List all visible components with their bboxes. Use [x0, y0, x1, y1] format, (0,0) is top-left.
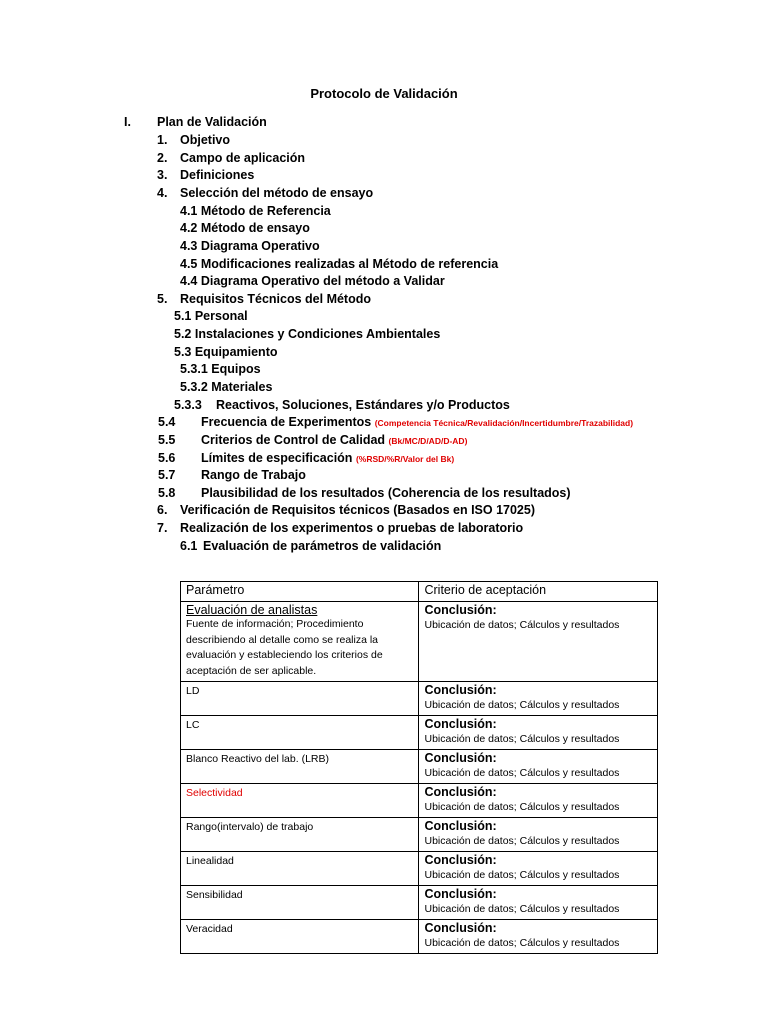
parameter-cell	[181, 852, 419, 886]
outline-text: Realización de los experimentos o pruebas de laboratorio	[180, 521, 524, 535]
outline-number: 5.5	[158, 433, 176, 447]
location-text: Ubicación de datos; Cálculos y resultados	[424, 937, 620, 949]
outline-text: Campo de aplicación	[180, 151, 306, 165]
outline-text: Verificación de Requisitos técnicos (Basados en ISO 17025)	[180, 503, 535, 517]
outline-number: 6.1	[180, 539, 198, 553]
table-row	[181, 852, 658, 886]
table-row	[181, 750, 658, 784]
table-header-row	[181, 582, 658, 602]
criterion-cell	[419, 818, 658, 852]
parameter-name: LD	[186, 685, 200, 697]
table-row	[181, 920, 658, 954]
outline-text: Rango de Trabajo	[201, 468, 306, 482]
table-row	[181, 602, 658, 682]
outline-number: 5.3.3	[174, 398, 202, 412]
outline-item-5-6	[0, 450, 768, 466]
table-row	[181, 716, 658, 750]
parameter-cell	[181, 682, 419, 716]
criterion-cell	[419, 920, 658, 954]
outline-item-5-7	[0, 467, 768, 483]
outline-number: 1.	[157, 133, 168, 147]
conclusion-label: Conclusión:	[424, 603, 497, 617]
table-row	[181, 784, 658, 818]
table-row	[181, 886, 658, 920]
location-text: Ubicación de datos; Cálculos y resultados	[424, 699, 620, 711]
outline-text: Plausibilidad de los resultados (Coherencia de los resultados)	[201, 486, 571, 500]
outline-item-5-1: 5.1 Personal	[174, 309, 248, 323]
outline-text: Definiciones	[180, 168, 255, 182]
outline-item-6-1	[0, 538, 768, 554]
parameter-cell	[181, 750, 419, 784]
outline-text: Frecuencia de Experimentos	[201, 415, 372, 429]
parameter-name: Veracidad	[186, 923, 233, 935]
criterion-cell	[419, 852, 658, 886]
criterion-cell	[419, 716, 658, 750]
outline-text: Plan de Validación	[157, 115, 267, 129]
outline-item-6	[0, 502, 768, 518]
outline-item-4-3: 4.3 Diagrama Operativo	[180, 239, 320, 253]
location-text: Ubicación de datos; Cálculos y resultados	[424, 903, 620, 915]
outline-number: 5.6	[158, 451, 176, 465]
outline-item-5-4	[0, 414, 768, 430]
parameter-name: Linealidad	[186, 855, 234, 867]
outline-item-5-3: 5.3 Equipamiento	[174, 345, 278, 359]
criterion-cell	[419, 886, 658, 920]
column-header-criterion: Criterio de aceptación	[419, 582, 658, 602]
outline-item-3	[0, 167, 768, 183]
conclusion-label: Conclusión:	[424, 785, 497, 799]
outline-number: 4.	[157, 186, 168, 200]
location-text: Ubicación de datos; Cálculos y resultados	[424, 619, 620, 631]
criterion-cell	[419, 750, 658, 784]
validation-parameters-table	[180, 581, 658, 954]
outline-number: 7.	[157, 521, 168, 535]
outline-number: 2.	[157, 151, 168, 165]
conclusion-label: Conclusión:	[424, 853, 497, 867]
outline-number: 5.4	[158, 415, 176, 429]
conclusion-label: Conclusión:	[424, 819, 497, 833]
outline-item-2	[0, 150, 768, 166]
criterion-cell	[419, 682, 658, 716]
outline-item-4	[0, 185, 768, 201]
outline-number: 3.	[157, 168, 168, 182]
conclusion-label: Conclusión:	[424, 887, 497, 901]
outline-item-4-1: 4.1 Método de Referencia	[180, 204, 331, 218]
outline-item-5-3-3	[0, 397, 768, 413]
document-title: Protocolo de Validación	[310, 86, 458, 101]
parameter-cell	[181, 920, 419, 954]
outline-number: 5.7	[158, 468, 176, 482]
outline-item-1	[0, 132, 768, 148]
criterion-cell	[419, 784, 658, 818]
outline-text: Criterios de Control de Calidad	[201, 433, 386, 447]
outline-number: 5.8	[158, 486, 176, 500]
location-text: Ubicación de datos; Cálculos y resultados	[424, 733, 620, 745]
outline-text: Requisitos Técnicos del Método	[180, 292, 371, 306]
outline-text: Objetivo	[180, 133, 231, 147]
outline-text: Selección del método de ensayo	[180, 186, 374, 200]
outline-item-5-2: 5.2 Instalaciones y Condiciones Ambientales	[174, 327, 441, 341]
location-text: Ubicación de datos; Cálculos y resultados	[424, 869, 620, 881]
table-row	[181, 818, 658, 852]
outline-note: (Bk/MC/D/AD/D-AD)	[388, 436, 468, 446]
outline-note: (%RSD/%R/Valor del Bk)	[355, 454, 455, 464]
outline-item-5-5	[0, 432, 768, 448]
parameter-name: LC	[186, 719, 200, 731]
outline-item-5-3-2: 5.3.2 Materiales	[180, 380, 273, 394]
location-text: Ubicación de datos; Cálculos y resultados	[424, 801, 620, 813]
parameter-name: Evaluación de analistas	[186, 603, 318, 617]
parameter-name: Selectividad	[186, 787, 243, 799]
outline-item-5-3-1: 5.3.1 Equipos	[180, 362, 261, 376]
outline-item-5	[0, 291, 768, 307]
parameter-cell	[181, 602, 419, 682]
location-text: Ubicación de datos; Cálculos y resultados	[424, 767, 620, 779]
outline-text: Reactivos, Soluciones, Estándares y/o Productos	[216, 398, 510, 412]
outline-item-4-2: 4.2 Método de ensayo	[180, 221, 310, 235]
parameter-cell	[181, 818, 419, 852]
outline-item-section-i	[0, 114, 768, 130]
outline-item-4-4: 4.4 Diagrama Operativo del método a Validar	[180, 274, 445, 288]
outline-number: 5.	[157, 292, 168, 306]
outline-text: Evaluación de parámetros de validación	[203, 539, 442, 553]
column-header-parameter: Parámetro	[181, 582, 419, 602]
outline-number: I.	[124, 115, 131, 129]
parameter-name: Rango(intervalo) de trabajo	[186, 821, 314, 833]
outline-note: (Competencia Técnica/Revalidación/Incertidumbre/Trazabilidad)	[374, 418, 634, 428]
conclusion-label: Conclusión:	[424, 717, 497, 731]
outline-item-5-8	[0, 485, 768, 501]
table-row	[181, 682, 658, 716]
criterion-cell	[419, 602, 658, 682]
location-text: Ubicación de datos; Cálculos y resultados	[424, 835, 620, 847]
outline-text: Límites de especificación	[201, 451, 353, 465]
parameter-name: Blanco Reactivo del lab. (LRB)	[186, 753, 329, 765]
parameter-cell	[181, 886, 419, 920]
outline-item-7	[0, 520, 768, 536]
parameter-cell	[181, 784, 419, 818]
outline-number: 6.	[157, 503, 168, 517]
parameter-description: Fuente de información; Procedimiento describiendo al detalle como se realiza la evaluación y estableciendo los criterios de aceptación de ser aplicable.	[186, 618, 383, 677]
conclusion-label: Conclusión:	[424, 751, 497, 765]
conclusion-label: Conclusión:	[424, 683, 497, 697]
parameter-cell	[181, 716, 419, 750]
parameter-name: Sensibilidad	[186, 889, 243, 901]
conclusion-label: Conclusión:	[424, 921, 497, 935]
outline-item-4-5: 4.5 Modificaciones realizadas al Método de referencia	[180, 257, 499, 271]
